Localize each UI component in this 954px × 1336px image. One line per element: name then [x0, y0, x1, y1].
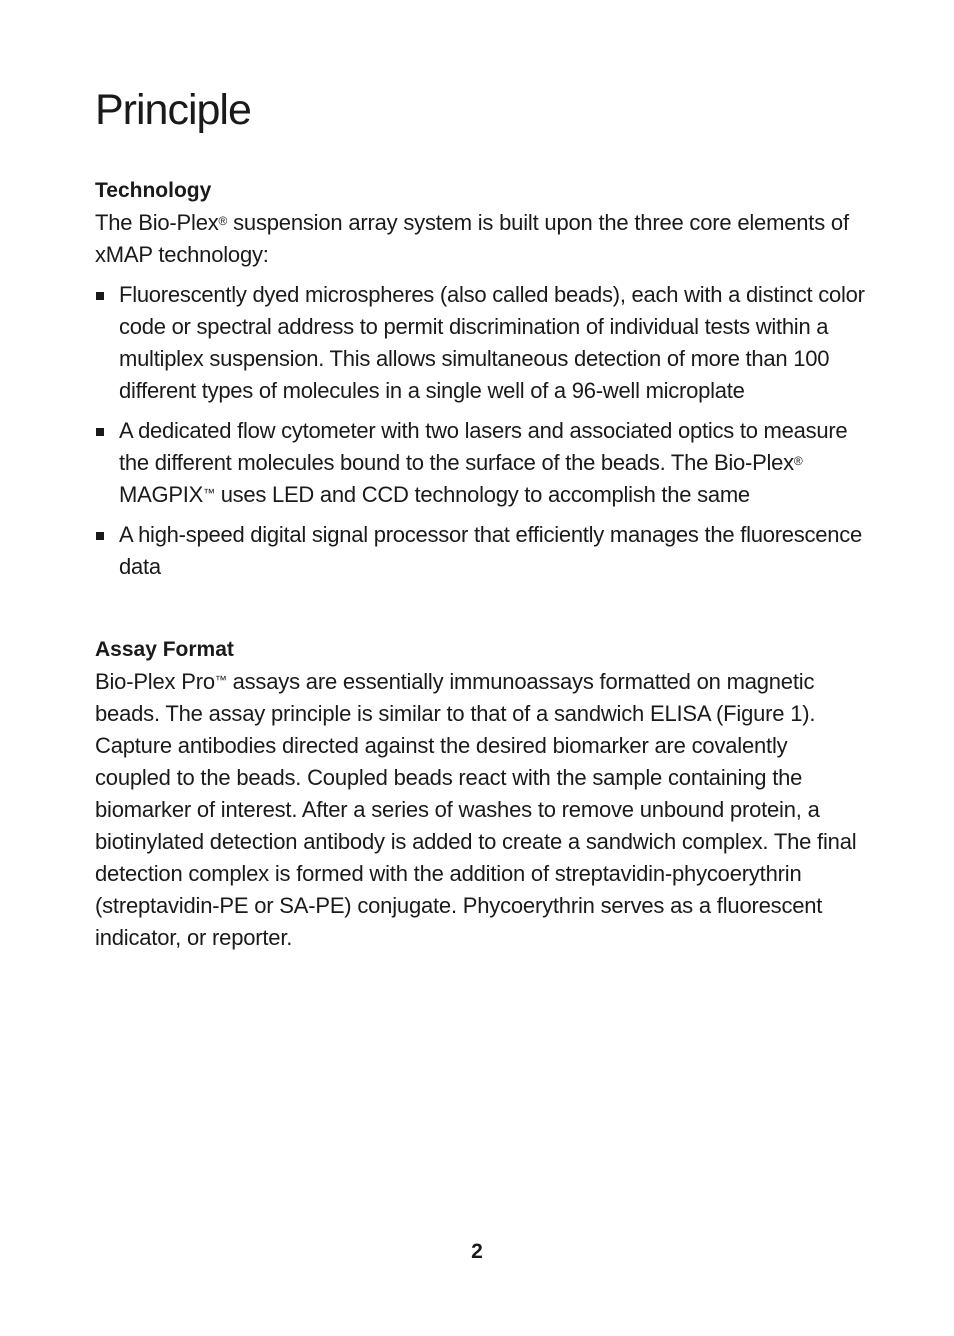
page-title: Principle	[95, 86, 251, 134]
list-item: A dedicated flow cytometer with two lasers and associated optics to measure the different molecules bound to the surface of the beads. The Bio-Plex® MAGPIX™ uses LED and CCD technology to accomplish the same	[95, 415, 865, 511]
technology-intro: The Bio-Plex® suspension array system is built upon the three core elements of xMAP technology:	[95, 210, 849, 267]
list-item: Fluorescently dyed microspheres (also called beads), each with a distinct color code or spectral address to permit discrimination of individual tests within a multiplex suspension. This allows simultaneous detection of more than 100 different types of molecules in a single well of a 96-well microplate	[95, 279, 865, 407]
list-item: A high-speed digital signal processor that efficiently manages the fluorescence data	[95, 519, 865, 583]
bullet-square-icon	[96, 428, 104, 436]
assay-format-heading: Assay Format	[95, 638, 234, 661]
assay-format-paragraph: Bio-Plex Pro™ assays are essentially immunoassays formatted on magnetic beads. The assay principle is similar to that of a sandwich ELISA (Figure 1). Capture antibodies directed against the desired biomarker are covalently coupled to the beads. Coupled beads react with the sample containing the biomarker of interest. After a series of washes to remove unbound protein, a biotinylated detection antibody is added to create a sandwich complex. The final detection complex is formed with the addition of streptavidin-phycoerythrin (streptavidin-PE or SA-PE) conjugate. Phycoerythrin serves as a fluorescent indicator, or reporter.	[95, 669, 857, 950]
technology-bullet-list	[95, 279, 865, 583]
page-number: 2	[471, 1240, 483, 1263]
technology-heading: Technology	[95, 179, 212, 202]
bullet-square-icon	[96, 292, 104, 300]
bullet-square-icon	[96, 532, 104, 540]
